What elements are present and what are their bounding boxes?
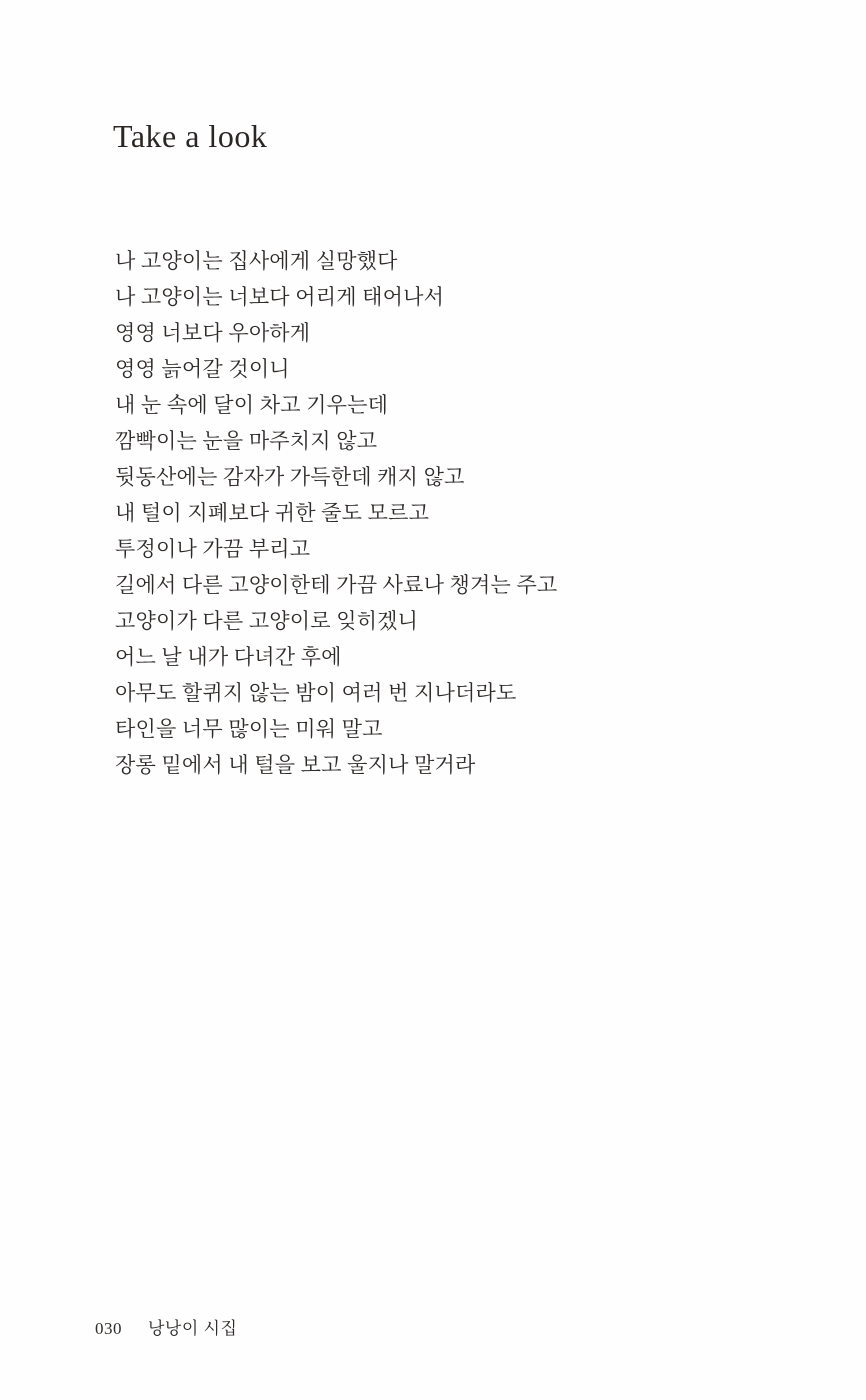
poem-line: 고양이가 다른 고양이로 잊히겠니 — [115, 609, 419, 633]
poem-line: 깜빡이는 눈을 마주치지 않고 — [115, 429, 378, 453]
poem-line: 나 고양이는 집사에게 실망했다 — [115, 249, 398, 273]
poem-body — [115, 243, 557, 783]
poem-line: 아무도 할퀴지 않는 밤이 여러 번 지나더라도 — [115, 681, 517, 705]
poem-line: 나 고양이는 너보다 어리게 태어나서 — [115, 285, 445, 309]
poem-line: 길에서 다른 고양이한테 가끔 사료나 챙겨는 주고 — [115, 573, 558, 597]
poem-line: 내 털이 지폐보다 귀한 줄도 모르고 — [115, 501, 430, 525]
page-title: Take a look — [113, 118, 268, 155]
book-title: 낭낭이 시집 — [148, 1319, 238, 1338]
poem-line: 투정이나 가끔 부리고 — [115, 537, 311, 561]
poem-line: 영영 너보다 우아하게 — [115, 321, 311, 345]
poem-line: 영영 늙어갈 것이니 — [115, 357, 290, 381]
page-footer — [95, 1314, 237, 1339]
poem-line: 타인을 너무 많이는 미워 말고 — [115, 717, 383, 741]
poem-line: 뒷동산에는 감자가 가득한데 캐지 않고 — [115, 465, 465, 489]
page-number: 030 — [95, 1319, 122, 1338]
poem-line: 내 눈 속에 달이 차고 기우는데 — [115, 393, 389, 417]
poem-line: 장롱 밑에서 내 털을 보고 울지나 말거라 — [115, 753, 476, 777]
poem-line: 어느 날 내가 다녀간 후에 — [115, 645, 342, 669]
